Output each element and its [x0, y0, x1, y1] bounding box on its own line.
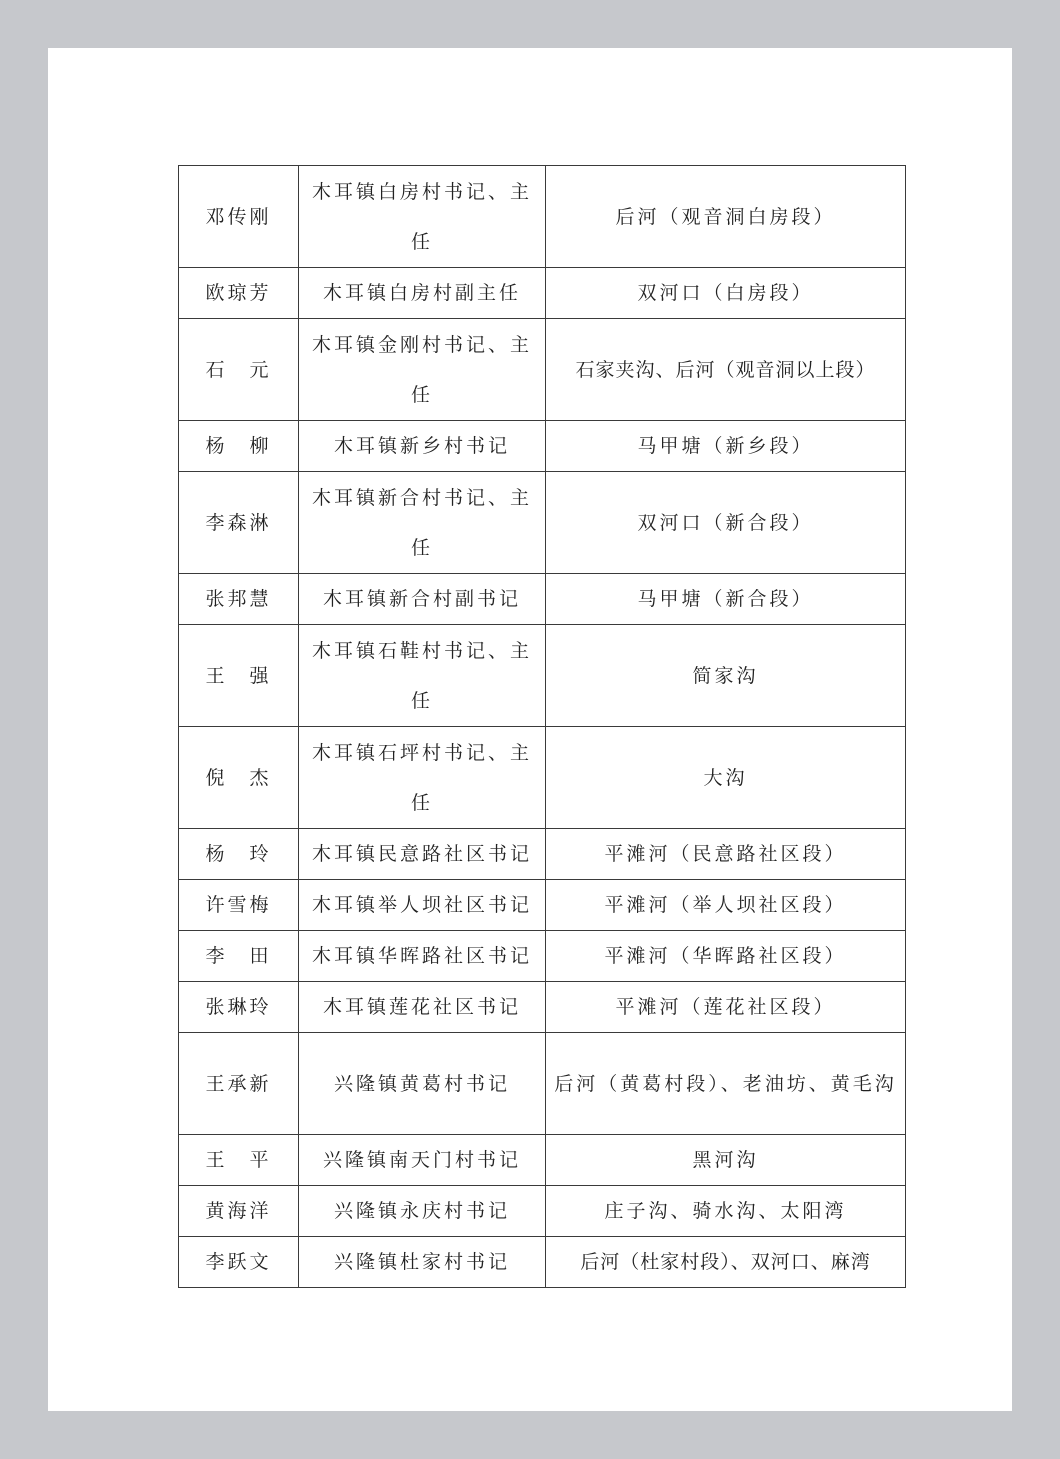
river-chief-table [178, 165, 906, 1288]
person-name-cell: 邓传刚 [179, 166, 299, 268]
person-name-cell: 李 田 [179, 931, 299, 982]
position-cell: 木耳镇民意路社区书记 [299, 829, 546, 880]
river-section-cell: 简家沟 [546, 625, 906, 727]
river-section-cell: 马甲塘（新乡段） [546, 421, 906, 472]
river-section-cell: 平滩河（民意路社区段） [546, 829, 906, 880]
river-section-cell: 后河（杜家村段）、双河口、麻湾 [546, 1237, 906, 1288]
person-name-cell: 黄海洋 [179, 1186, 299, 1237]
table-row [179, 1186, 906, 1237]
river-section-cell: 平滩河（莲花社区段） [546, 982, 906, 1033]
person-name-cell: 张琳玲 [179, 982, 299, 1033]
river-section-cell: 后河（观音洞白房段） [546, 166, 906, 268]
person-name-cell: 王 强 [179, 625, 299, 727]
river-section-cell: 平滩河（华晖路社区段） [546, 931, 906, 982]
person-name-cell: 李森淋 [179, 472, 299, 574]
document-page [48, 48, 1012, 1411]
river-section-cell: 后河（黄葛村段）、老油坊、黄毛沟 [546, 1033, 906, 1135]
table-row [179, 166, 906, 268]
river-section-cell: 马甲塘（新合段） [546, 574, 906, 625]
position-cell: 木耳镇白房村书记、主任 [299, 166, 546, 268]
position-cell: 木耳镇新合村副书记 [299, 574, 546, 625]
table-row [179, 574, 906, 625]
position-cell: 木耳镇举人坝社区书记 [299, 880, 546, 931]
river-section-cell: 石家夹沟、后河（观音洞以上段） [546, 319, 906, 421]
person-name-cell: 石 元 [179, 319, 299, 421]
position-cell: 木耳镇新乡村书记 [299, 421, 546, 472]
table-row [179, 1237, 906, 1288]
person-name-cell: 许雪梅 [179, 880, 299, 931]
river-section-cell: 庄子沟、骑水沟、太阳湾 [546, 1186, 906, 1237]
river-section-cell: 双河口（新合段） [546, 472, 906, 574]
table-row [179, 1135, 906, 1186]
person-name-cell: 王 平 [179, 1135, 299, 1186]
table-row [179, 982, 906, 1033]
person-name-cell: 李跃文 [179, 1237, 299, 1288]
table-row [179, 625, 906, 727]
position-cell: 木耳镇石鞋村书记、主任 [299, 625, 546, 727]
table-row [179, 727, 906, 829]
person-name-cell: 张邦慧 [179, 574, 299, 625]
table-row [179, 268, 906, 319]
table-row [179, 880, 906, 931]
position-cell: 木耳镇华晖路社区书记 [299, 931, 546, 982]
table-row [179, 1033, 906, 1135]
position-cell: 兴隆镇黄葛村书记 [299, 1033, 546, 1135]
person-name-cell: 杨 玲 [179, 829, 299, 880]
table-row [179, 421, 906, 472]
table-row [179, 472, 906, 574]
position-cell: 木耳镇莲花社区书记 [299, 982, 546, 1033]
position-cell: 木耳镇新合村书记、主任 [299, 472, 546, 574]
table-row [179, 319, 906, 421]
person-name-cell: 王承新 [179, 1033, 299, 1135]
person-name-cell: 欧琼芳 [179, 268, 299, 319]
table-row [179, 931, 906, 982]
position-cell: 木耳镇金刚村书记、主任 [299, 319, 546, 421]
table-row [179, 829, 906, 880]
river-section-cell: 双河口（白房段） [546, 268, 906, 319]
person-name-cell: 倪 杰 [179, 727, 299, 829]
position-cell: 木耳镇石坪村书记、主任 [299, 727, 546, 829]
river-section-cell: 黑河沟 [546, 1135, 906, 1186]
person-name-cell: 杨 柳 [179, 421, 299, 472]
river-section-cell: 平滩河（举人坝社区段） [546, 880, 906, 931]
position-cell: 木耳镇白房村副主任 [299, 268, 546, 319]
river-section-cell: 大沟 [546, 727, 906, 829]
position-cell: 兴隆镇永庆村书记 [299, 1186, 546, 1237]
position-cell: 兴隆镇南天门村书记 [299, 1135, 546, 1186]
position-cell: 兴隆镇杜家村书记 [299, 1237, 546, 1288]
